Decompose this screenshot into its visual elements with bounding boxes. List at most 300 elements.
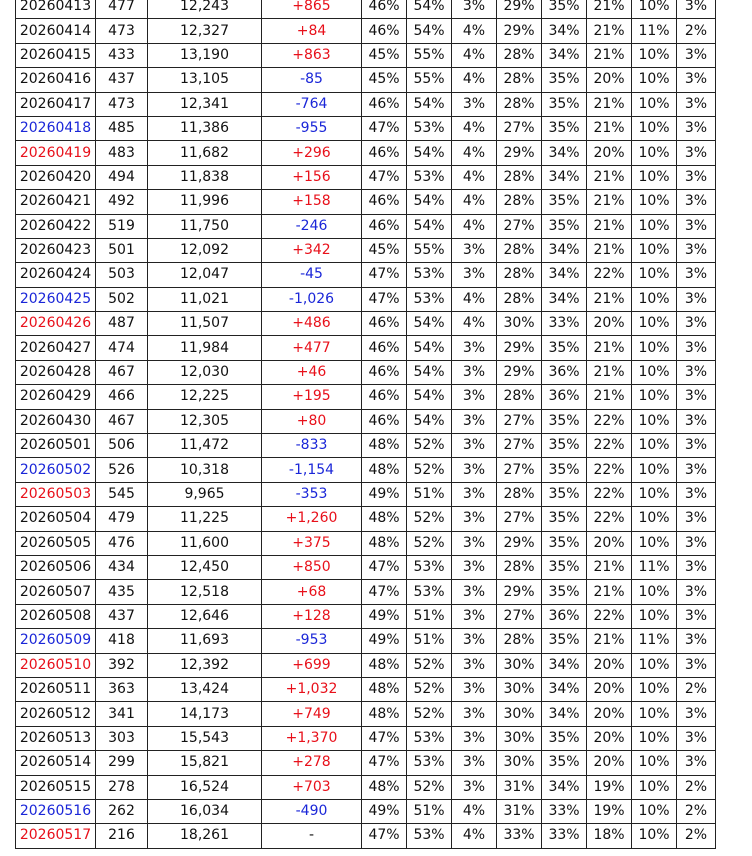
count-cell: 501 — [96, 238, 148, 262]
pct-cell-6: 20% — [587, 702, 632, 726]
pct-cell-7: 10% — [632, 824, 677, 848]
count-cell: 418 — [96, 629, 148, 653]
pct-cell-3: 3% — [452, 360, 497, 384]
date-cell: 20260502 — [16, 458, 96, 482]
pct-cell-7: 11% — [632, 629, 677, 653]
total-cell: 11,750 — [148, 214, 262, 238]
table-row — [16, 312, 716, 336]
pct-cell-4: 28% — [497, 555, 542, 579]
pct-cell-8: 3% — [677, 238, 716, 262]
pct-cell-3: 3% — [452, 263, 497, 287]
pct-cell-4: 28% — [497, 190, 542, 214]
pct-cell-2: 52% — [407, 507, 452, 531]
change-cell: +850 — [262, 555, 362, 579]
pct-cell-8: 2% — [677, 775, 716, 799]
pct-cell-4: 30% — [497, 677, 542, 701]
total-cell: 11,225 — [148, 507, 262, 531]
count-cell: 485 — [96, 116, 148, 140]
pct-cell-8: 3% — [677, 629, 716, 653]
count-cell: 473 — [96, 92, 148, 116]
pct-cell-7: 10% — [632, 458, 677, 482]
date-cell: 20260413 — [16, 0, 96, 19]
date-cell: 20260417 — [16, 92, 96, 116]
count-cell: 483 — [96, 141, 148, 165]
total-cell: 11,682 — [148, 141, 262, 165]
change-cell: +80 — [262, 409, 362, 433]
change-cell: +1,370 — [262, 726, 362, 750]
table-row — [16, 482, 716, 506]
pct-cell-1: 48% — [362, 677, 407, 701]
pct-cell-3: 3% — [452, 336, 497, 360]
pct-cell-4: 27% — [497, 507, 542, 531]
pct-cell-8: 3% — [677, 726, 716, 750]
date-cell: 20260506 — [16, 555, 96, 579]
pct-cell-1: 45% — [362, 43, 407, 67]
pct-cell-7: 10% — [632, 507, 677, 531]
pct-cell-3: 3% — [452, 775, 497, 799]
date-cell: 20260514 — [16, 751, 96, 775]
change-cell: +703 — [262, 775, 362, 799]
pct-cell-5: 33% — [542, 824, 587, 848]
date-cell: 20260415 — [16, 43, 96, 67]
date-cell: 20260422 — [16, 214, 96, 238]
pct-cell-3: 4% — [452, 214, 497, 238]
pct-cell-2: 54% — [407, 214, 452, 238]
table-row — [16, 677, 716, 701]
pct-cell-1: 47% — [362, 580, 407, 604]
change-cell: +195 — [262, 385, 362, 409]
pct-cell-8: 2% — [677, 799, 716, 823]
pct-cell-3: 3% — [452, 409, 497, 433]
pct-cell-2: 53% — [407, 824, 452, 848]
date-cell: 20260511 — [16, 677, 96, 701]
pct-cell-2: 53% — [407, 165, 452, 189]
change-cell: +46 — [262, 360, 362, 384]
pct-cell-5: 34% — [542, 19, 587, 43]
change-cell: +278 — [262, 751, 362, 775]
change-cell: +477 — [262, 336, 362, 360]
pct-cell-5: 35% — [542, 190, 587, 214]
pct-cell-7: 10% — [632, 287, 677, 311]
pct-cell-6: 20% — [587, 726, 632, 750]
pct-cell-3: 4% — [452, 824, 497, 848]
pct-cell-1: 46% — [362, 0, 407, 19]
pct-cell-5: 36% — [542, 604, 587, 628]
pct-cell-6: 21% — [587, 580, 632, 604]
pct-cell-5: 34% — [542, 263, 587, 287]
total-cell: 14,173 — [148, 702, 262, 726]
pct-cell-6: 21% — [587, 116, 632, 140]
pct-cell-4: 28% — [497, 92, 542, 116]
pct-cell-5: 33% — [542, 799, 587, 823]
table-row — [16, 726, 716, 750]
pct-cell-7: 10% — [632, 336, 677, 360]
pct-cell-1: 45% — [362, 68, 407, 92]
table-row — [16, 141, 716, 165]
pct-cell-2: 55% — [407, 238, 452, 262]
change-cell: -45 — [262, 263, 362, 287]
pct-cell-3: 3% — [452, 434, 497, 458]
pct-cell-1: 47% — [362, 726, 407, 750]
date-cell: 20260425 — [16, 287, 96, 311]
pct-cell-4: 29% — [497, 531, 542, 555]
count-cell: 487 — [96, 312, 148, 336]
pct-cell-8: 3% — [677, 43, 716, 67]
table-row — [16, 287, 716, 311]
table-row — [16, 92, 716, 116]
pct-cell-8: 2% — [677, 677, 716, 701]
total-cell: 12,305 — [148, 409, 262, 433]
change-cell: -353 — [262, 482, 362, 506]
pct-cell-4: 29% — [497, 0, 542, 19]
pct-cell-7: 10% — [632, 751, 677, 775]
pct-cell-3: 3% — [452, 92, 497, 116]
date-cell: 20260426 — [16, 312, 96, 336]
count-cell: 466 — [96, 385, 148, 409]
pct-cell-1: 47% — [362, 116, 407, 140]
pct-cell-2: 52% — [407, 653, 452, 677]
pct-cell-7: 10% — [632, 43, 677, 67]
table-row — [16, 434, 716, 458]
pct-cell-3: 4% — [452, 190, 497, 214]
count-cell: 474 — [96, 336, 148, 360]
count-cell: 545 — [96, 482, 148, 506]
pct-cell-8: 3% — [677, 165, 716, 189]
total-cell: 13,424 — [148, 677, 262, 701]
count-cell: 262 — [96, 799, 148, 823]
pct-cell-7: 10% — [632, 385, 677, 409]
pct-cell-2: 55% — [407, 43, 452, 67]
pct-cell-6: 21% — [587, 19, 632, 43]
date-cell: 20260430 — [16, 409, 96, 433]
pct-cell-8: 2% — [677, 824, 716, 848]
pct-cell-5: 34% — [542, 677, 587, 701]
count-cell: 519 — [96, 214, 148, 238]
pct-cell-7: 10% — [632, 531, 677, 555]
pct-cell-7: 10% — [632, 653, 677, 677]
pct-cell-6: 20% — [587, 68, 632, 92]
pct-cell-6: 21% — [587, 336, 632, 360]
change-cell: - — [262, 824, 362, 848]
table-row — [16, 0, 716, 19]
table-row — [16, 824, 716, 848]
date-cell: 20260429 — [16, 385, 96, 409]
count-cell: 492 — [96, 190, 148, 214]
pct-cell-6: 20% — [587, 653, 632, 677]
pct-cell-4: 27% — [497, 458, 542, 482]
pct-cell-2: 54% — [407, 336, 452, 360]
count-cell: 435 — [96, 580, 148, 604]
date-cell: 20260423 — [16, 238, 96, 262]
pct-cell-2: 51% — [407, 482, 452, 506]
pct-cell-6: 20% — [587, 531, 632, 555]
change-cell: -1,026 — [262, 287, 362, 311]
date-cell: 20260515 — [16, 775, 96, 799]
pct-cell-6: 22% — [587, 482, 632, 506]
total-cell: 9,965 — [148, 482, 262, 506]
total-cell: 15,821 — [148, 751, 262, 775]
pct-cell-1: 47% — [362, 555, 407, 579]
pct-cell-7: 10% — [632, 312, 677, 336]
pct-cell-1: 49% — [362, 482, 407, 506]
count-cell: 526 — [96, 458, 148, 482]
table-row — [16, 653, 716, 677]
pct-cell-1: 45% — [362, 238, 407, 262]
pct-cell-8: 3% — [677, 0, 716, 19]
count-cell: 363 — [96, 677, 148, 701]
pct-cell-8: 3% — [677, 214, 716, 238]
change-cell: +865 — [262, 0, 362, 19]
pct-cell-8: 3% — [677, 287, 716, 311]
pct-cell-8: 3% — [677, 92, 716, 116]
total-cell: 11,600 — [148, 531, 262, 555]
change-cell: +128 — [262, 604, 362, 628]
date-cell: 20260419 — [16, 141, 96, 165]
pct-cell-4: 27% — [497, 409, 542, 433]
pct-cell-4: 28% — [497, 43, 542, 67]
total-cell: 12,047 — [148, 263, 262, 287]
table-row — [16, 360, 716, 384]
pct-cell-1: 46% — [362, 92, 407, 116]
count-cell: 476 — [96, 531, 148, 555]
table-row — [16, 629, 716, 653]
pct-cell-7: 10% — [632, 434, 677, 458]
pct-cell-1: 46% — [362, 336, 407, 360]
pct-cell-7: 10% — [632, 702, 677, 726]
pct-cell-3: 4% — [452, 287, 497, 311]
count-cell: 278 — [96, 775, 148, 799]
pct-cell-6: 21% — [587, 555, 632, 579]
pct-cell-8: 2% — [677, 19, 716, 43]
pct-cell-2: 55% — [407, 68, 452, 92]
change-cell: +1,260 — [262, 507, 362, 531]
total-cell: 12,341 — [148, 92, 262, 116]
pct-cell-3: 3% — [452, 482, 497, 506]
pct-cell-7: 10% — [632, 677, 677, 701]
pct-cell-2: 52% — [407, 434, 452, 458]
pct-cell-6: 22% — [587, 263, 632, 287]
change-cell: -764 — [262, 92, 362, 116]
pct-cell-5: 35% — [542, 116, 587, 140]
pct-cell-6: 21% — [587, 385, 632, 409]
pct-cell-3: 4% — [452, 141, 497, 165]
count-cell: 216 — [96, 824, 148, 848]
pct-cell-6: 22% — [587, 434, 632, 458]
total-cell: 12,646 — [148, 604, 262, 628]
date-cell: 20260516 — [16, 799, 96, 823]
pct-cell-3: 4% — [452, 799, 497, 823]
pct-cell-5: 34% — [542, 287, 587, 311]
total-cell: 12,518 — [148, 580, 262, 604]
total-cell: 11,996 — [148, 190, 262, 214]
pct-cell-7: 10% — [632, 190, 677, 214]
date-cell: 20260504 — [16, 507, 96, 531]
pct-cell-6: 21% — [587, 43, 632, 67]
pct-cell-8: 3% — [677, 312, 716, 336]
pct-cell-1: 47% — [362, 287, 407, 311]
pct-cell-8: 3% — [677, 434, 716, 458]
change-cell: -833 — [262, 434, 362, 458]
pct-cell-6: 21% — [587, 92, 632, 116]
pct-cell-3: 3% — [452, 555, 497, 579]
date-cell: 20260517 — [16, 824, 96, 848]
count-cell: 477 — [96, 0, 148, 19]
pct-cell-3: 4% — [452, 165, 497, 189]
pct-cell-3: 3% — [452, 604, 497, 628]
pct-cell-3: 3% — [452, 629, 497, 653]
pct-cell-5: 35% — [542, 482, 587, 506]
count-cell: 299 — [96, 751, 148, 775]
pct-cell-7: 10% — [632, 116, 677, 140]
pct-cell-5: 35% — [542, 0, 587, 19]
date-cell: 20260503 — [16, 482, 96, 506]
count-cell: 479 — [96, 507, 148, 531]
pct-cell-6: 21% — [587, 0, 632, 19]
pct-cell-8: 3% — [677, 409, 716, 433]
pct-cell-4: 31% — [497, 775, 542, 799]
pct-cell-2: 52% — [407, 531, 452, 555]
date-cell: 20260501 — [16, 434, 96, 458]
total-cell: 12,030 — [148, 360, 262, 384]
date-cell: 20260505 — [16, 531, 96, 555]
pct-cell-7: 10% — [632, 92, 677, 116]
pct-cell-4: 28% — [497, 238, 542, 262]
date-cell: 20260512 — [16, 702, 96, 726]
pct-cell-4: 29% — [497, 141, 542, 165]
pct-cell-6: 21% — [587, 165, 632, 189]
date-cell: 20260416 — [16, 68, 96, 92]
pct-cell-1: 47% — [362, 165, 407, 189]
total-cell: 13,190 — [148, 43, 262, 67]
change-cell: +84 — [262, 19, 362, 43]
date-cell: 20260428 — [16, 360, 96, 384]
pct-cell-5: 35% — [542, 434, 587, 458]
count-cell: 437 — [96, 68, 148, 92]
table-row — [16, 190, 716, 214]
date-cell: 20260513 — [16, 726, 96, 750]
pct-cell-1: 48% — [362, 653, 407, 677]
pct-cell-1: 46% — [362, 385, 407, 409]
pct-cell-2: 54% — [407, 409, 452, 433]
pct-cell-7: 10% — [632, 0, 677, 19]
pct-cell-6: 20% — [587, 751, 632, 775]
pct-cell-1: 48% — [362, 702, 407, 726]
pct-cell-7: 10% — [632, 409, 677, 433]
table-row — [16, 751, 716, 775]
pct-cell-4: 28% — [497, 482, 542, 506]
pct-cell-3: 3% — [452, 0, 497, 19]
pct-cell-2: 52% — [407, 775, 452, 799]
table-row — [16, 409, 716, 433]
pct-cell-3: 4% — [452, 43, 497, 67]
pct-cell-8: 3% — [677, 555, 716, 579]
pct-cell-5: 35% — [542, 507, 587, 531]
pct-cell-7: 10% — [632, 482, 677, 506]
pct-cell-2: 54% — [407, 312, 452, 336]
pct-cell-8: 3% — [677, 482, 716, 506]
pct-cell-8: 3% — [677, 604, 716, 628]
change-cell: +375 — [262, 531, 362, 555]
total-cell: 16,034 — [148, 799, 262, 823]
pct-cell-1: 48% — [362, 458, 407, 482]
pct-cell-3: 3% — [452, 677, 497, 701]
pct-cell-6: 22% — [587, 409, 632, 433]
table-row — [16, 165, 716, 189]
pct-cell-8: 3% — [677, 336, 716, 360]
pct-cell-7: 10% — [632, 580, 677, 604]
pct-cell-3: 3% — [452, 580, 497, 604]
change-cell: +296 — [262, 141, 362, 165]
pct-cell-7: 10% — [632, 775, 677, 799]
pct-cell-5: 35% — [542, 751, 587, 775]
pct-cell-8: 3% — [677, 702, 716, 726]
pct-cell-8: 3% — [677, 141, 716, 165]
pct-cell-1: 48% — [362, 775, 407, 799]
pct-cell-8: 3% — [677, 531, 716, 555]
change-cell: +158 — [262, 190, 362, 214]
pct-cell-2: 53% — [407, 580, 452, 604]
total-cell: 11,693 — [148, 629, 262, 653]
pct-cell-2: 54% — [407, 19, 452, 43]
pct-cell-7: 10% — [632, 238, 677, 262]
change-cell: -85 — [262, 68, 362, 92]
pct-cell-4: 30% — [497, 702, 542, 726]
pct-cell-4: 30% — [497, 312, 542, 336]
count-cell: 392 — [96, 653, 148, 677]
count-cell: 437 — [96, 604, 148, 628]
pct-cell-8: 3% — [677, 263, 716, 287]
pct-cell-2: 53% — [407, 263, 452, 287]
pct-cell-8: 3% — [677, 751, 716, 775]
pct-cell-4: 27% — [497, 116, 542, 140]
pct-cell-3: 4% — [452, 19, 497, 43]
total-cell: 11,021 — [148, 287, 262, 311]
pct-cell-5: 35% — [542, 214, 587, 238]
pct-cell-3: 3% — [452, 458, 497, 482]
total-cell: 12,225 — [148, 385, 262, 409]
pct-cell-5: 35% — [542, 531, 587, 555]
pct-cell-7: 11% — [632, 19, 677, 43]
pct-cell-8: 3% — [677, 190, 716, 214]
pct-cell-3: 3% — [452, 507, 497, 531]
pct-cell-7: 10% — [632, 799, 677, 823]
pct-cell-1: 46% — [362, 360, 407, 384]
table-row — [16, 531, 716, 555]
pct-cell-4: 31% — [497, 799, 542, 823]
pct-cell-4: 29% — [497, 360, 542, 384]
count-cell: 434 — [96, 555, 148, 579]
count-cell: 502 — [96, 287, 148, 311]
date-cell: 20260508 — [16, 604, 96, 628]
count-cell: 303 — [96, 726, 148, 750]
pct-cell-5: 36% — [542, 385, 587, 409]
table-row — [16, 43, 716, 67]
pct-cell-8: 3% — [677, 458, 716, 482]
pct-cell-2: 51% — [407, 799, 452, 823]
date-cell: 20260414 — [16, 19, 96, 43]
pct-cell-6: 21% — [587, 190, 632, 214]
pct-cell-4: 28% — [497, 629, 542, 653]
total-cell: 12,092 — [148, 238, 262, 262]
table-row — [16, 68, 716, 92]
pct-cell-5: 35% — [542, 726, 587, 750]
pct-cell-4: 27% — [497, 214, 542, 238]
pct-cell-1: 49% — [362, 799, 407, 823]
pct-cell-6: 21% — [587, 629, 632, 653]
pct-cell-2: 52% — [407, 677, 452, 701]
change-cell: -955 — [262, 116, 362, 140]
pct-cell-4: 33% — [497, 824, 542, 848]
